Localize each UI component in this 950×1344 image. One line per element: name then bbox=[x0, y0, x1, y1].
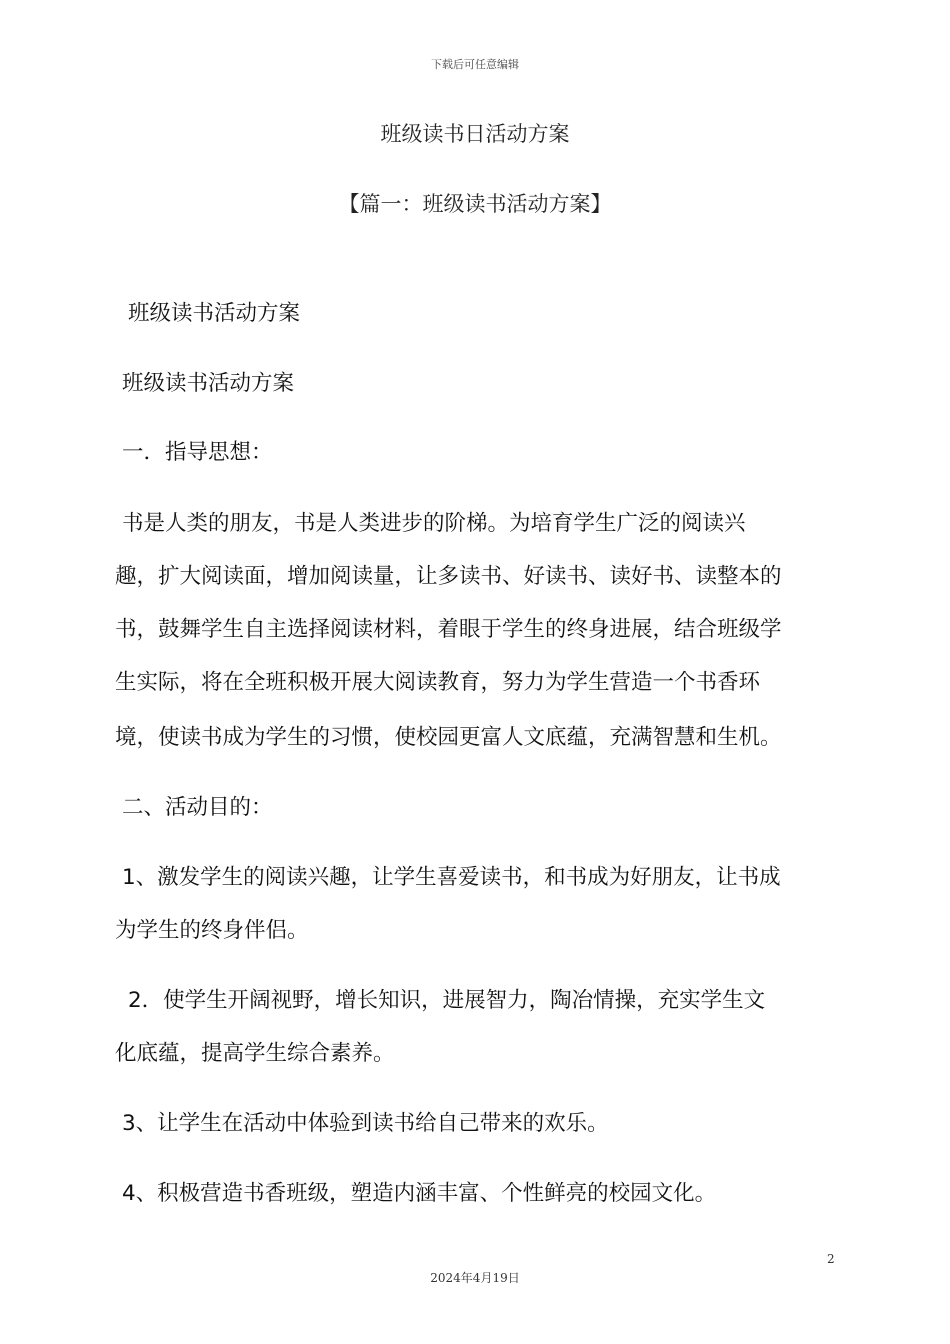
paragraph-line: 趣，扩大阅读面，增加阅读量，让多读书、好读书、读好书、读整本的 bbox=[115, 564, 782, 589]
paragraph-line: 境，使读书成为学生的习惯，使校园更富人文底蕴，充满智慧和生机。 bbox=[115, 725, 782, 750]
paragraph-line: 1、激发学生的阅读兴趣，让学生喜爱读书，和书成为好朋友，让书成 bbox=[122, 865, 781, 890]
document-subtitle: 【篇一：班级读书活动方案】 bbox=[338, 192, 612, 216]
section-heading: 一．指导思想： bbox=[122, 440, 273, 465]
document-title: 班级读书日活动方案 bbox=[380, 122, 570, 146]
paragraph-line: 书，鼓舞学生自主选择阅读材料，着眼于学生的终身进展，结合班级学 bbox=[115, 617, 782, 642]
footer-date: 2024年4月19日 bbox=[430, 1271, 520, 1285]
paragraph-line: 为学生的终身伴侣。 bbox=[115, 918, 309, 943]
paragraph-line: 生实际，将在全班积极开展大阅读教育，努力为学生营造一个书香环 bbox=[115, 670, 761, 695]
paragraph-line: 4、积极营造书香班级，塑造内涵丰富、个性鲜亮的校园文化。 bbox=[122, 1181, 717, 1206]
page-number: 2 bbox=[827, 1252, 835, 1266]
paragraph-line: 书是人类的朋友，书是人类进步的阶梯。为培育学生广泛的阅读兴 bbox=[122, 511, 746, 536]
paragraph-line: 2．使学生开阔视野，增长知识，进展智力，陶冶情操，充实学生文 bbox=[128, 988, 766, 1013]
section-heading: 二、活动目的： bbox=[122, 795, 273, 820]
paragraph-line: 3、让学生在活动中体验到读书给自己带来的欢乐。 bbox=[122, 1111, 609, 1136]
body-line: 班级读书活动方案 bbox=[128, 301, 301, 326]
paragraph-line: 化底蕴，提高学生综合素养。 bbox=[115, 1041, 395, 1066]
page-header-note: 下载后可任意编辑 bbox=[431, 58, 519, 71]
body-line: 班级读书活动方案 bbox=[122, 371, 295, 396]
